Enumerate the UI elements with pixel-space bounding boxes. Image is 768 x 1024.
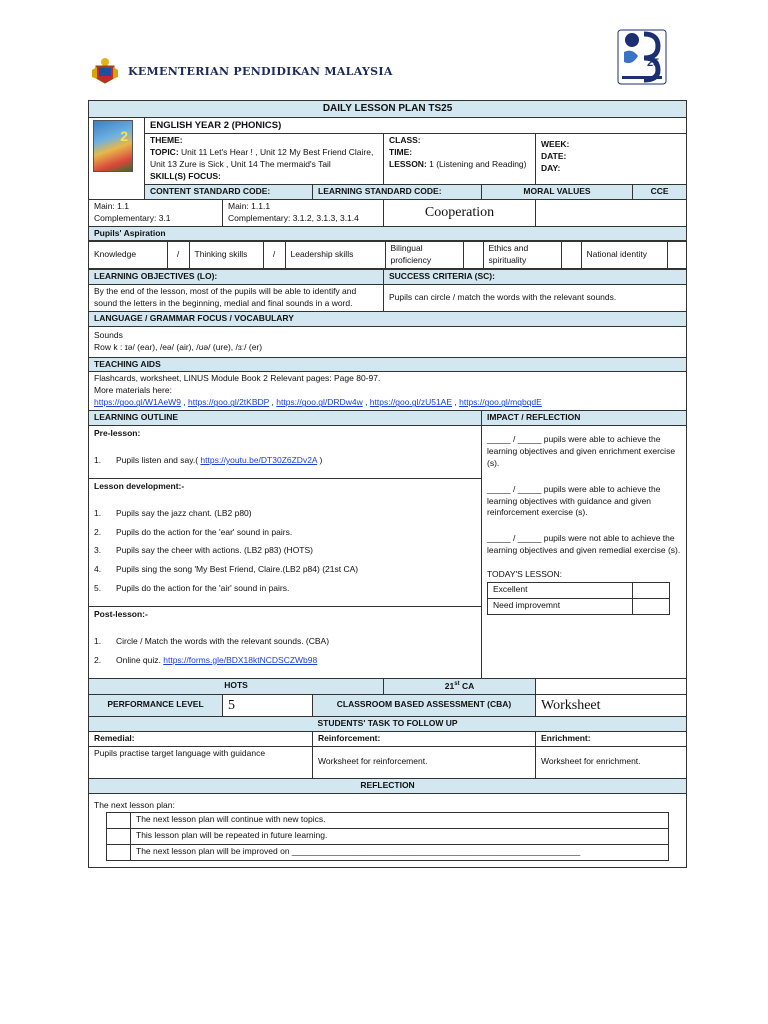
next-option-3: The next lesson plan will be improved on _____________________________________________________________ bbox=[131, 844, 669, 860]
learning-outline-cell bbox=[89, 426, 482, 679]
time-label: TIME: bbox=[389, 147, 413, 158]
material-link-2[interactable]: https://goo.gl/2tKBDP bbox=[188, 397, 270, 408]
teaching-aids-cell bbox=[89, 372, 687, 411]
lesson-line bbox=[389, 159, 530, 171]
language-focus-header: LANGUAGE / GRAMMAR FOCUS / VOCABULARY bbox=[89, 311, 687, 326]
post-lesson-label: Post-lesson:- bbox=[94, 609, 148, 620]
aspiration-bilingual-mark bbox=[463, 242, 483, 269]
textbook-cover bbox=[89, 118, 145, 200]
ca-value bbox=[536, 678, 687, 694]
learning-objectives-text: By the end of the lesson, most of the pupils will be able to identify and sound the letters in the beginning, medial and final sounds in a word. bbox=[89, 285, 384, 312]
textbook-cover-image: 2 bbox=[93, 120, 133, 172]
pre-lesson-label: Pre-lesson: bbox=[94, 428, 141, 438]
next-option-2: This lesson plan will be repeated in future learning. bbox=[131, 828, 669, 844]
lesson-development-section bbox=[89, 479, 481, 607]
youtube-link[interactable]: https://youtu.be/DT30Z6ZDv2A bbox=[200, 454, 318, 465]
lesson-plan-table bbox=[88, 100, 687, 868]
development-item-2: 2. Pupils do the action for the 'ear' sound in pairs. bbox=[94, 526, 293, 537]
aspiration-leadership: Leadership skills bbox=[285, 242, 385, 269]
impact-reflection-cell bbox=[482, 426, 687, 679]
teaching-aids-header: TEACHING AIDS bbox=[89, 357, 687, 372]
week-label: WEEK: bbox=[541, 139, 570, 150]
date-label: DATE: bbox=[541, 151, 567, 162]
content-complementary: Complementary: 3.1 bbox=[94, 212, 171, 223]
next-option-box-2[interactable] bbox=[107, 828, 131, 844]
aspiration-national: National identity bbox=[581, 242, 667, 269]
material-link-1[interactable]: https://goo.gl/W1AeW9 bbox=[94, 397, 181, 408]
day-label: DAY: bbox=[541, 163, 561, 174]
development-item-3: 3. Pupils say the cheer with actions. (LB2 p83) (HOTS) bbox=[94, 545, 313, 556]
next-option-box-3[interactable] bbox=[107, 844, 131, 860]
lesson-value: 1 (Listening and Reading) bbox=[426, 159, 527, 170]
aspiration-row bbox=[89, 241, 687, 270]
pre-lesson-section bbox=[89, 426, 481, 479]
ministry-name: KEMENTERIAN PENDIDIKAN MALAYSIA bbox=[128, 65, 393, 78]
development-item-4: 4. Pupils sing the song 'My Best Friend, Claire.(LB2 p84) (21st CA) bbox=[94, 564, 359, 575]
development-item-1: 1. Pupils say the jazz chant. (LB2 p80) bbox=[94, 507, 252, 518]
learning-outline-header: LEARNING OUTLINE bbox=[89, 411, 482, 426]
post-lesson-item-1: 1. Circle / Match the words with the relevant sounds. (CBA) bbox=[94, 636, 330, 647]
performance-level-value: 5 bbox=[223, 694, 313, 717]
cba-label: CLASSROOM BASED ASSESSMENT (CBA) bbox=[313, 694, 536, 717]
reinforcement-label: Reinforcement: bbox=[313, 732, 536, 747]
week-date-cell bbox=[536, 134, 687, 185]
malaysia-coat-of-arms-icon bbox=[90, 56, 120, 84]
content-standard-header: CONTENT STANDARD CODE: bbox=[145, 184, 313, 199]
todays-lesson-label: TODAY'S LESSON: bbox=[487, 569, 562, 580]
pre-lesson-item: 1. Pupils listen and say.( https://youtu.be/DT30Z6ZDv2A ) bbox=[94, 454, 323, 465]
aspiration-ethics-mark bbox=[561, 242, 581, 269]
todays-lesson-rating bbox=[487, 582, 670, 615]
aspiration-ethics: Ethics and spirituality bbox=[483, 242, 561, 269]
impact-remedial: _____ / _____ pupils were not able to achieve the learning objectives and given remedial exercise (s). bbox=[487, 533, 681, 556]
aspiration-knowledge-mark: / bbox=[167, 242, 189, 269]
cce-header: CCE bbox=[633, 184, 687, 199]
next-option-box-1[interactable] bbox=[107, 812, 131, 828]
next-option-1: The next lesson plan will continue with new topics. bbox=[131, 812, 669, 828]
post-lesson-item-2: 2. Online quiz. https://forms.gle/BDX18ktNCDSCZWb98 bbox=[94, 654, 318, 665]
topic-label: TOPIC: bbox=[150, 147, 179, 158]
more-materials-label: More materials here: bbox=[94, 385, 172, 396]
impact-reinforcement: _____ / _____ pupils were able to achieve the learning objectives with guidance and given reinforcement exercise (s). bbox=[487, 483, 661, 518]
reinforcement-text: Worksheet for reinforcement. bbox=[313, 746, 536, 778]
enrichment-label: Enrichment: bbox=[536, 732, 687, 747]
pupils-aspiration-header: Pupils' Aspiration bbox=[89, 226, 687, 241]
enrichment-text: Worksheet for enrichment. bbox=[536, 746, 687, 778]
success-criteria-header: SUCCESS CRITERIA (SC): bbox=[384, 270, 687, 285]
teaching-aids-line: Flashcards, worksheet, LINUS Module Book 2 Relevant pages: Page 80-97. bbox=[94, 373, 381, 384]
aspiration-knowledge: Knowledge bbox=[89, 242, 167, 269]
cba-value: Worksheet bbox=[536, 694, 687, 717]
sounds-row: Row k : ɪə/ (ear), /eə/ (air), /ʊə/ (ure), /ɜː/ (er) bbox=[94, 341, 263, 352]
plan-title: DAILY LESSON PLAN TS25 bbox=[89, 101, 687, 118]
theme-label: THEME: bbox=[150, 135, 183, 146]
language-focus-cell bbox=[89, 326, 687, 357]
students-task-header: STUDENTS' TASK TO FOLLOW UP bbox=[89, 717, 687, 732]
next-plan-label: The next lesson plan: bbox=[94, 799, 175, 810]
aspiration-bilingual: Bilingual proficiency bbox=[385, 242, 463, 269]
subject-title: ENGLISH YEAR 2 (PHONICS) bbox=[145, 118, 687, 134]
lesson-development-label: Lesson development:- bbox=[94, 480, 185, 491]
skills-focus-label: SKILL(S) FOCUS: bbox=[150, 170, 221, 181]
sounds-label: Sounds bbox=[94, 329, 123, 340]
rating-excellent-box[interactable] bbox=[633, 583, 670, 599]
content-main: Main: 1.1 bbox=[94, 200, 129, 211]
online-quiz-link[interactable]: https://forms.gle/BDX18ktNCDSCZWb98 bbox=[163, 654, 318, 665]
aspiration-thinking: Thinking skills bbox=[189, 242, 263, 269]
learning-objectives-header: LEARNING OBJECTIVES (LO): bbox=[89, 270, 384, 285]
rating-need-improvement-box[interactable] bbox=[633, 599, 670, 615]
ca-header: 21st CA bbox=[384, 678, 536, 694]
learning-standard-cell bbox=[223, 199, 384, 226]
theme-topic-cell bbox=[145, 134, 384, 185]
class-label: CLASS: bbox=[389, 135, 421, 146]
moral-value: Cooperation bbox=[384, 199, 536, 226]
document-header bbox=[88, 52, 688, 92]
class-time-cell bbox=[384, 134, 536, 185]
remedial-label: Remedial: bbox=[89, 732, 313, 747]
material-link-3[interactable]: https://goo.gl/DRDw4w bbox=[276, 397, 363, 408]
next-plan-options bbox=[106, 812, 669, 861]
learning-main: Main: 1.1.1 bbox=[228, 200, 271, 211]
aspiration-table bbox=[89, 241, 687, 269]
content-standard-cell bbox=[89, 199, 223, 226]
topic-value: Unit 11 Let's Hear ! , Unit 12 My Best Friend Claire, Unit 13 Zure is Sick , Unit 14 The mermaid's Tail bbox=[150, 147, 374, 170]
cce-value bbox=[536, 199, 687, 226]
material-link-4[interactable]: https://goo.gl/zU51AE bbox=[369, 397, 453, 408]
ts25-logo-icon bbox=[616, 28, 668, 86]
impact-enrichment: _____ / _____ pupils were able to achieve the learning objectives and given enrichment exercise (s). bbox=[487, 434, 676, 468]
reflection-cell bbox=[89, 793, 687, 867]
hots-header: HOTS bbox=[89, 678, 384, 694]
impact-reflection-header: IMPACT / REFLECTION bbox=[482, 411, 687, 426]
development-item-5: 5. Pupils do the action for the 'air' sound in pairs. bbox=[94, 583, 290, 594]
learning-complementary: Complementary: 3.1.2, 3.1.3, 3.1.4 bbox=[228, 212, 359, 223]
rating-need-improvement: Need improvemnt bbox=[488, 599, 633, 615]
success-criteria-text: Pupils can circle / match the words with the relevant sounds. bbox=[384, 285, 687, 312]
material-link-5[interactable]: https://goo.gl/mqbqdE bbox=[459, 397, 542, 408]
rating-excellent: Excellent bbox=[488, 583, 633, 599]
materials-links: https://goo.gl/W1AeW9 , https://goo.gl/2tKBDP , https://goo.gl/DRDw4w , https://goo.gl/zU51AE , https://goo.gl/mqbqdE bbox=[94, 397, 542, 408]
remedial-text: Pupils practise target language with guidance bbox=[89, 746, 313, 778]
performance-level-label: PERFORMANCE LEVEL bbox=[89, 694, 223, 717]
post-lesson-section bbox=[89, 607, 481, 678]
svg-text:25: 25 bbox=[647, 57, 660, 69]
aspiration-national-mark bbox=[667, 242, 687, 269]
moral-values-header: MORAL VALUES bbox=[482, 184, 633, 199]
reflection-header: REFLECTION bbox=[89, 778, 687, 793]
learning-standard-header: LEARNING STANDARD CODE: bbox=[313, 184, 482, 199]
topic-line bbox=[150, 147, 378, 171]
lesson-label: LESSON: bbox=[389, 159, 427, 170]
aspiration-thinking-mark: / bbox=[263, 242, 285, 269]
